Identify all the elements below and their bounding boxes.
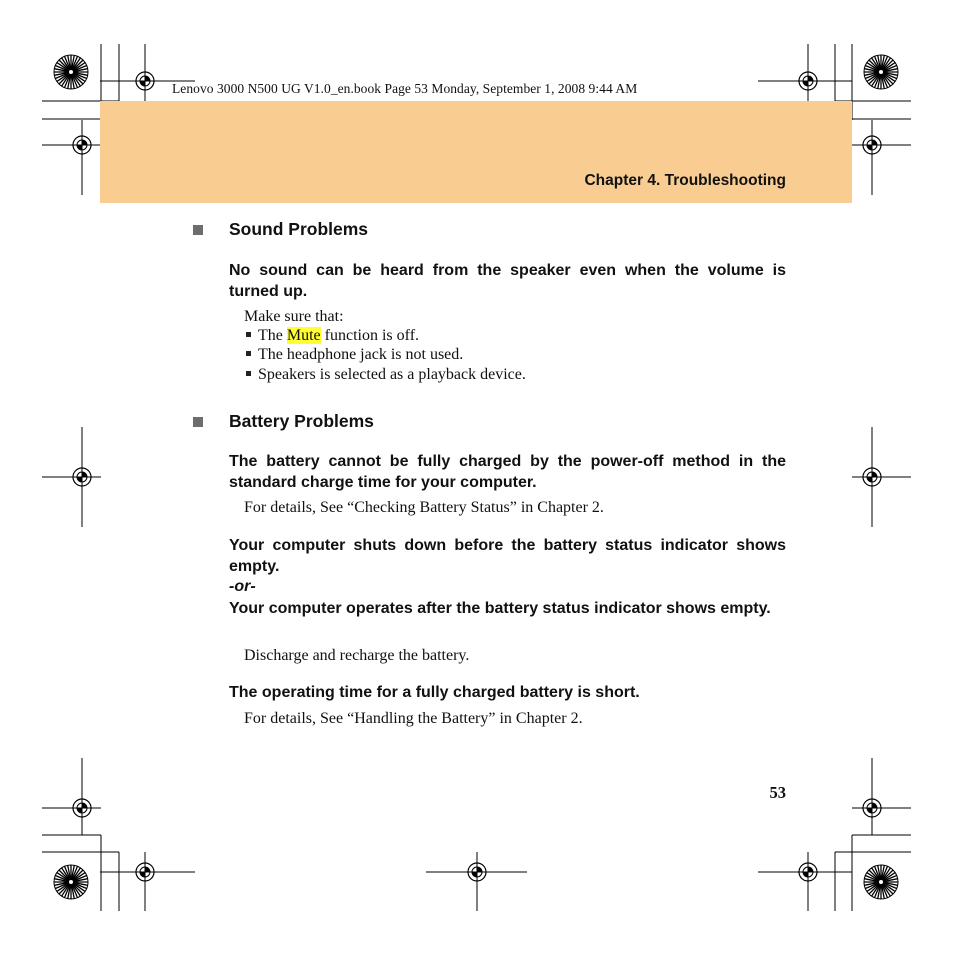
- battery-answer-2: Discharge and recharge the battery.: [244, 647, 470, 664]
- sound-heading: Sound Problems: [229, 219, 369, 239]
- list-item: The headphone jack is not used.: [244, 346, 463, 364]
- or-separator: -or-: [229, 578, 256, 595]
- chapter-title: Chapter 4. Troubleshooting: [584, 172, 786, 189]
- battery-answer-1: For details, See “Checking Battery Status” in Chapter 2.: [244, 499, 604, 516]
- battery-answer-3: For details, See “Handling the Battery” in Chapter 2.: [244, 710, 583, 727]
- battery-question-2b: Your computer operates after the battery status indicator shows empty.: [229, 600, 771, 617]
- list-item: Speakers is selected as a playback device.: [244, 366, 526, 384]
- page-number: 53: [769, 783, 786, 802]
- bullet-icon: [246, 371, 251, 376]
- bullet-icon: [246, 351, 251, 356]
- section-bullet-icon: [193, 417, 203, 427]
- sound-question: No sound can be heard from the speaker even when the volume is turned up.: [229, 262, 786, 300]
- battery-question-1: The battery cannot be fully charged by the power-off method in the standard charge time for your computer.: [229, 453, 786, 491]
- battery-question-2a: Your computer shuts down before the battery status indicator shows empty.: [229, 537, 786, 575]
- section-bullet-icon: [193, 225, 203, 235]
- highlighted-term: Mute: [286, 327, 321, 344]
- battery-heading: Battery Problems: [229, 411, 374, 431]
- list-item: The Mute function is off.: [244, 327, 419, 345]
- sound-intro: Make sure that:: [244, 308, 344, 325]
- battery-question-3: The operating time for a fully charged battery is short.: [229, 684, 640, 701]
- bullet-icon: [246, 332, 251, 337]
- running-header: Lenovo 3000 N500 UG V1.0_en.book Page 53 Monday, September 1, 2008 9:44 AM: [172, 81, 638, 96]
